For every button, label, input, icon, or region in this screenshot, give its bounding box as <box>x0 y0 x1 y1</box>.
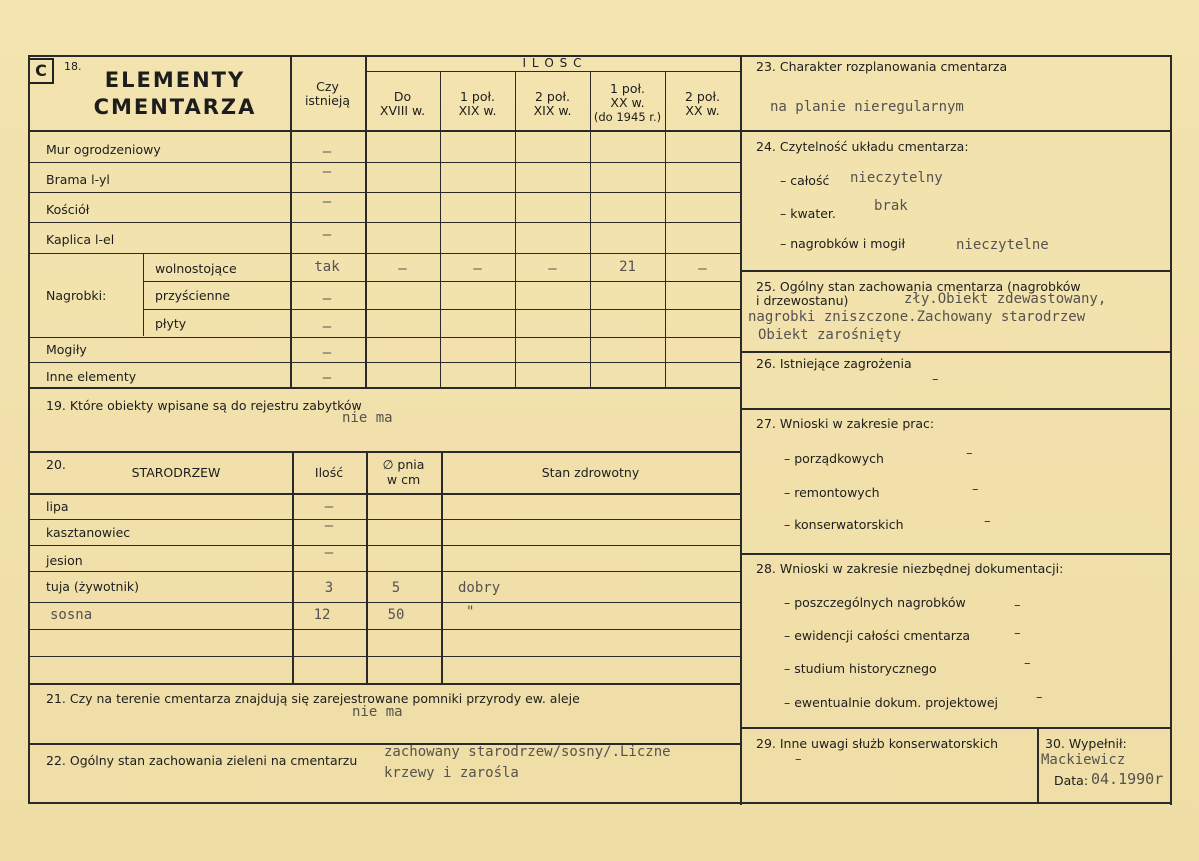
exists-mur: – <box>322 144 332 160</box>
row-line <box>28 222 740 223</box>
s28-value-ewidencji: – <box>1014 626 1021 641</box>
col-p3-left <box>515 72 516 388</box>
s30-label: 30. Wypełnił: <box>1045 736 1127 751</box>
s20-col-diam-1: ∅ pnia <box>382 457 425 472</box>
nagrobki-divider <box>143 254 144 336</box>
section-letter: C <box>28 58 54 84</box>
bottom-border <box>28 802 1172 804</box>
row-line <box>28 362 740 363</box>
s27-item-konserwatorskich: – konserwatorskich <box>784 517 904 532</box>
right-border <box>1170 55 1172 805</box>
wolnostojace-p1: – <box>398 261 407 277</box>
exists-kosciol: – <box>322 194 332 210</box>
s24-bottom <box>740 270 1172 272</box>
s28-label: 28. Wnioski w zakresie niezbędnej dokumentacji: <box>756 561 1064 576</box>
s18-bottom <box>28 387 740 389</box>
tree-name-kasztanowiec: kasztanowiec <box>46 525 131 540</box>
s28-item-studium: – studium historycznego <box>784 661 937 676</box>
tree-name-sosna: sosna <box>50 607 93 623</box>
s18-header-bottom <box>28 130 740 132</box>
s26-value: – <box>932 372 939 387</box>
exists-plyty: – <box>322 319 332 335</box>
row-label-plyty: płyty <box>155 316 187 331</box>
s25-value-2: nagrobki zniszczone.Zachowany starodrzew <box>748 309 1086 325</box>
tree-count-kasztanowiec: – <box>324 518 334 534</box>
s27-item-porzadkowych: – porządkowych <box>784 451 884 466</box>
row-label-mogily: Mogiły <box>46 342 87 357</box>
tree-name-jesion: jesion <box>46 553 83 568</box>
s20-header-bottom <box>28 493 740 495</box>
period-2-b: XIX w. <box>458 103 497 118</box>
s19-label: 19. Które obiekty wpisane są do rejestru zabytków <box>46 398 362 413</box>
row-label-inne: Inne elementy <box>46 369 137 384</box>
s20-number: 20. <box>46 457 66 472</box>
s30-date-label: Data: <box>1054 773 1089 788</box>
s19-value: nie ma <box>342 410 393 426</box>
period-2-a: 1 poł. <box>459 89 496 104</box>
s19-bottom <box>28 451 740 453</box>
s28-item-nagrobkow: – poszczególnych nagrobków <box>784 595 966 610</box>
tree-name-lipa: lipa <box>46 499 69 514</box>
tree-count-sosna: 12 <box>313 607 331 623</box>
row-line <box>28 337 740 338</box>
s22-value-1: zachowany starodrzew/sosny/.Liczne <box>384 744 671 760</box>
s25-label-1: 25. Ogólny stan zachowania cmentarza (nagrobków <box>756 279 1081 294</box>
s22-value-2: krzewy i zarośla <box>384 765 519 781</box>
period-4-b: XX w. <box>610 95 645 110</box>
col-exists-1: Czy <box>316 79 339 94</box>
s24-item-kwater: – kwater. <box>780 206 836 221</box>
s26-label: 26. Istniejące zagrożenia <box>756 356 912 371</box>
row-line <box>28 602 740 603</box>
exists-mogily: – <box>322 345 332 361</box>
period-4-a: 1 poł. <box>609 81 646 96</box>
middle-border <box>740 55 742 805</box>
row-label-brama: Brama l-yl <box>46 172 110 187</box>
s28-value-nagrobkow: – <box>1014 598 1021 613</box>
s28-value-projektowej: – <box>1036 690 1043 705</box>
s21-label: 21. Czy na terenie cmentarza znajdują się zarejestrowane pomniki przyrody ew. aleje <box>46 691 580 706</box>
exists-kaplica: – <box>322 227 332 243</box>
s29-value: – <box>795 752 802 767</box>
row-label-wolnostojace: wolnostojące <box>155 261 237 276</box>
s27-bottom <box>740 553 1172 555</box>
s24-value-kwater: brak <box>874 198 908 214</box>
period-1-a: Do <box>393 89 412 104</box>
period-4-c: (do 1945 r.) <box>593 110 662 124</box>
ilosc-underline <box>365 71 741 72</box>
tree-count-jesion: – <box>324 545 334 561</box>
s27-label: 27. Wnioski w zakresie prac: <box>756 416 935 431</box>
exists-przyscienne: – <box>322 291 332 307</box>
row-line <box>28 162 740 163</box>
row-label-kaplica: Kaplica l-el <box>46 232 115 247</box>
exists-inne: – <box>322 370 332 386</box>
s28-item-projektowej: – ewentualnie dokum. projektowej <box>784 695 999 710</box>
tree-name-tuja: tuja (żywotnik) <box>46 579 140 594</box>
s21-value: nie ma <box>352 704 403 720</box>
row-line <box>28 519 740 520</box>
s18-number: 18. <box>64 60 82 73</box>
row-line <box>28 629 740 630</box>
s24-item-nagrobkow: – nagrobków i mogił <box>780 236 906 251</box>
s25-bottom <box>740 351 1172 353</box>
tree-health-tuja: dobry <box>458 580 501 596</box>
s27-value-konserwatorskich: – <box>984 514 991 529</box>
row-line <box>143 281 740 282</box>
s20-col-diam-2: w cm <box>386 472 421 487</box>
s24-value-calosc: nieczytelny <box>850 170 943 186</box>
s20-col-count: Ilość <box>314 465 344 480</box>
s28-item-ewidencji: – ewidencji całości cmentarza <box>784 628 971 643</box>
s27-item-remontowych: – remontowych <box>784 485 880 500</box>
row-line <box>28 545 740 546</box>
period-3-b: XIX w. <box>533 103 572 118</box>
s24-value-nagrobkow: nieczytelne <box>956 237 1049 253</box>
tree-diam-sosna: 50 <box>387 607 405 623</box>
s23-value: na planie nieregularnym <box>770 99 964 115</box>
row-line <box>28 571 740 572</box>
s22-label: 22. Ogólny stan zachowania zieleni na cmentarzu <box>46 753 358 768</box>
s30-name: Mackiewicz <box>1041 752 1126 768</box>
wolnostojace-p4: 21 <box>619 259 636 275</box>
s18-title-1: ELEMENTY <box>104 68 246 92</box>
wolnostojace-p3: – <box>548 261 557 277</box>
s18-title-2: CMENTARZA <box>93 95 257 119</box>
s20-col-health: Stan zdrowotny <box>541 465 640 480</box>
s24-item-calosc: – całość <box>780 173 830 188</box>
row-label-przyscienne: przyścienne <box>155 288 231 303</box>
left-border <box>28 55 30 803</box>
period-1-b: XVIII w. <box>379 103 426 118</box>
period-5-a: 2 poł. <box>684 89 721 104</box>
tree-health-sosna: " <box>466 604 475 620</box>
s20-bottom <box>28 683 740 685</box>
s30-date-value: 04.1990r <box>1091 770 1164 788</box>
s23-bottom <box>740 130 1172 132</box>
row-line <box>143 309 740 310</box>
row-label-kosciol: Kościół <box>46 202 90 217</box>
exists-wolnostojace: tak <box>314 259 340 275</box>
s28-bottom <box>740 727 1172 729</box>
tree-count-tuja: 3 <box>324 580 334 596</box>
period-3-a: 2 poł. <box>534 89 571 104</box>
row-line <box>28 656 740 657</box>
s20-col1 <box>292 451 294 683</box>
wolnostojace-p2: – <box>473 261 482 277</box>
wolnostojace-p5: – <box>698 261 707 277</box>
s24-label: 24. Czytelność układu cmentarza: <box>756 139 969 154</box>
s26-bottom <box>740 408 1172 410</box>
ilosc-header: I L O Ś Ć <box>522 56 583 70</box>
tree-diam-tuja: 5 <box>391 580 401 596</box>
s29-s30-divider <box>1037 727 1039 803</box>
s23-label: 23. Charakter rozplanowania cmentarza <box>756 59 1008 74</box>
period-5-b: XX w. <box>685 103 720 118</box>
s25-value-3: Obiekt zarośnięty <box>758 327 902 343</box>
s25-label-2: i drzewostanu) <box>756 293 849 308</box>
col-exists-2: istnieją <box>304 93 351 108</box>
s27-value-remontowych: – <box>972 482 979 497</box>
s20-col3 <box>441 451 443 683</box>
exists-brama: – <box>322 164 332 180</box>
s29-label: 29. Inne uwagi służb konserwatorskich <box>756 736 998 751</box>
s28-value-studium: – <box>1024 656 1031 671</box>
s27-value-porzadkowych: – <box>966 446 973 461</box>
row-line <box>28 253 740 254</box>
s20-title: STARODRZEW <box>131 465 221 480</box>
row-label-nagrobki: Nagrobki: <box>46 288 107 303</box>
tree-count-lipa: – <box>324 499 334 515</box>
row-label-mur: Mur ogrodzeniowy <box>46 142 161 157</box>
col-p5-left <box>665 72 666 388</box>
row-line <box>28 192 740 193</box>
s25-value-1: zły.Obiekt zdewastowany, <box>904 291 1107 307</box>
col-p2-left <box>440 72 441 388</box>
